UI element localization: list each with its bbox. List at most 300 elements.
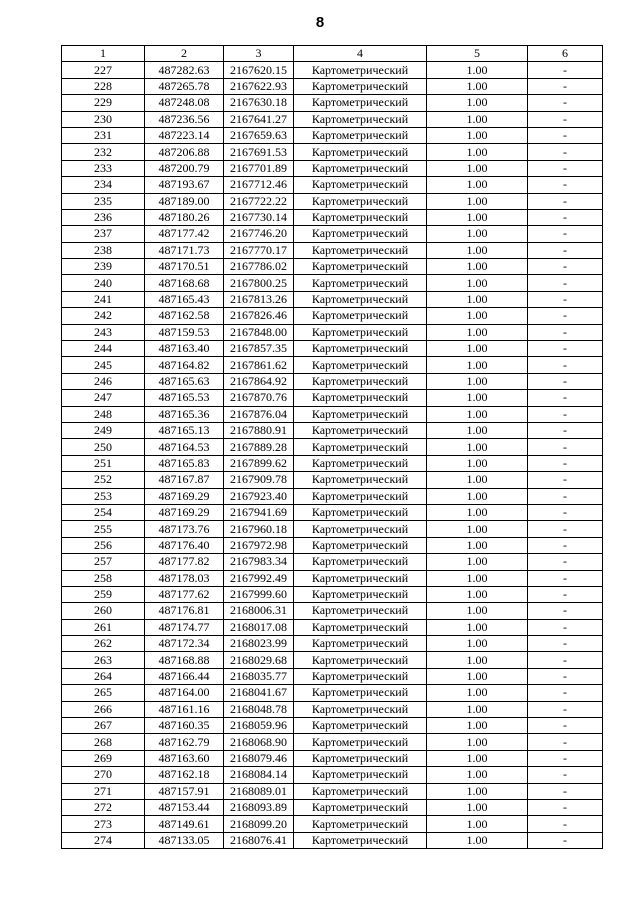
method-cell: Картометрический [294,586,427,602]
note-cell: - [528,668,603,684]
column-header: 6 [528,46,603,62]
accuracy-cell: 1.00 [427,439,528,455]
accuracy-cell: 1.00 [427,95,528,111]
note-cell: - [528,111,603,127]
point-number-cell: 229 [62,95,145,111]
table-row [62,832,603,848]
method-cell: Картометрический [294,341,427,357]
table-row [62,767,603,783]
accuracy-cell: 1.00 [427,668,528,684]
table-row [62,291,603,307]
x-coordinate-cell: 487169.29 [145,488,224,504]
accuracy-cell: 1.00 [427,734,528,750]
point-number-cell: 251 [62,455,145,471]
method-cell: Картометрический [294,242,427,258]
accuracy-cell: 1.00 [427,586,528,602]
table-row [62,783,603,799]
note-cell: - [528,554,603,570]
method-cell: Картометрический [294,324,427,340]
point-number-cell: 262 [62,636,145,652]
x-coordinate-cell: 487193.67 [145,177,224,193]
note-cell: - [528,718,603,734]
x-coordinate-cell: 487173.76 [145,521,224,537]
x-coordinate-cell: 487223.14 [145,127,224,143]
point-number-cell: 264 [62,668,145,684]
accuracy-cell: 1.00 [427,127,528,143]
accuracy-cell: 1.00 [427,619,528,635]
y-coordinate-cell: 2168084.14 [224,767,294,783]
x-coordinate-cell: 487165.36 [145,406,224,422]
method-cell: Картометрический [294,439,427,455]
point-number-cell: 244 [62,341,145,357]
y-coordinate-cell: 2167983.34 [224,554,294,570]
note-cell: - [528,357,603,373]
accuracy-cell: 1.00 [427,111,528,127]
accuracy-cell: 1.00 [427,308,528,324]
method-cell: Картометрический [294,62,427,78]
method-cell: Картометрический [294,783,427,799]
point-number-cell: 240 [62,275,145,291]
x-coordinate-cell: 487165.13 [145,422,224,438]
method-cell: Картометрический [294,521,427,537]
table-row [62,226,603,242]
x-coordinate-cell: 487153.44 [145,799,224,815]
table-row [62,95,603,111]
table-row [62,390,603,406]
point-number-cell: 256 [62,537,145,553]
y-coordinate-cell: 2168059.96 [224,718,294,734]
y-coordinate-cell: 2167659.63 [224,127,294,143]
accuracy-cell: 1.00 [427,652,528,668]
note-cell: - [528,308,603,324]
method-cell: Картометрический [294,275,427,291]
y-coordinate-cell: 2168068.90 [224,734,294,750]
x-coordinate-cell: 487165.63 [145,373,224,389]
accuracy-cell: 1.00 [427,242,528,258]
accuracy-cell: 1.00 [427,259,528,275]
point-number-cell: 233 [62,160,145,176]
accuracy-cell: 1.00 [427,718,528,734]
table-row [62,422,603,438]
table-row [62,718,603,734]
y-coordinate-cell: 2168089.01 [224,783,294,799]
x-coordinate-cell: 487172.34 [145,636,224,652]
y-coordinate-cell: 2167701.89 [224,160,294,176]
note-cell: - [528,193,603,209]
x-coordinate-cell: 487164.53 [145,439,224,455]
x-coordinate-cell: 487161.16 [145,701,224,717]
accuracy-cell: 1.00 [427,144,528,160]
point-number-cell: 252 [62,472,145,488]
x-coordinate-cell: 487162.58 [145,308,224,324]
note-cell: - [528,390,603,406]
x-coordinate-cell: 487160.35 [145,718,224,734]
table-row [62,668,603,684]
x-coordinate-cell: 487236.56 [145,111,224,127]
column-header: 1 [62,46,145,62]
note-cell: - [528,767,603,783]
method-cell: Картометрический [294,668,427,684]
x-coordinate-cell: 487176.40 [145,537,224,553]
table-row [62,308,603,324]
note-cell: - [528,275,603,291]
y-coordinate-cell: 2167641.27 [224,111,294,127]
method-cell: Картометрический [294,78,427,94]
method-cell: Картометрический [294,799,427,815]
point-number-cell: 228 [62,78,145,94]
point-number-cell: 248 [62,406,145,422]
point-number-cell: 245 [62,357,145,373]
x-coordinate-cell: 487170.51 [145,259,224,275]
x-coordinate-cell: 487200.79 [145,160,224,176]
table-row [62,701,603,717]
y-coordinate-cell: 2168093.89 [224,799,294,815]
point-number-cell: 238 [62,242,145,258]
y-coordinate-cell: 2167870.76 [224,390,294,406]
x-coordinate-cell: 487165.83 [145,455,224,471]
accuracy-cell: 1.00 [427,767,528,783]
x-coordinate-cell: 487167.87 [145,472,224,488]
accuracy-cell: 1.00 [427,701,528,717]
note-cell: - [528,488,603,504]
accuracy-cell: 1.00 [427,193,528,209]
y-coordinate-cell: 2167770.17 [224,242,294,258]
table-row [62,554,603,570]
note-cell: - [528,455,603,471]
y-coordinate-cell: 2167889.28 [224,439,294,455]
y-coordinate-cell: 2168076.41 [224,832,294,848]
x-coordinate-cell: 487248.08 [145,95,224,111]
y-coordinate-cell: 2168048.78 [224,701,294,717]
method-cell: Картометрический [294,636,427,652]
table-row [62,488,603,504]
note-cell: - [528,439,603,455]
y-coordinate-cell: 2167800.25 [224,275,294,291]
table-row [62,439,603,455]
point-number-cell: 250 [62,439,145,455]
x-coordinate-cell: 487163.40 [145,341,224,357]
point-number-cell: 272 [62,799,145,815]
accuracy-cell: 1.00 [427,521,528,537]
table-header-row [62,46,603,62]
method-cell: Картометрический [294,701,427,717]
y-coordinate-cell: 2167941.69 [224,504,294,520]
method-cell: Картометрический [294,308,427,324]
method-cell: Картометрический [294,144,427,160]
y-coordinate-cell: 2167960.18 [224,521,294,537]
method-cell: Картометрический [294,259,427,275]
accuracy-cell: 1.00 [427,373,528,389]
y-coordinate-cell: 2167691.53 [224,144,294,160]
column-header: 5 [427,46,528,62]
table-row [62,324,603,340]
x-coordinate-cell: 487174.77 [145,619,224,635]
table-row [62,259,603,275]
x-coordinate-cell: 487166.44 [145,668,224,684]
note-cell: - [528,144,603,160]
note-cell: - [528,127,603,143]
y-coordinate-cell: 2168029.68 [224,652,294,668]
point-number-cell: 268 [62,734,145,750]
note-cell: - [528,341,603,357]
y-coordinate-cell: 2167876.04 [224,406,294,422]
method-cell: Картометрический [294,652,427,668]
x-coordinate-cell: 487178.03 [145,570,224,586]
note-cell: - [528,685,603,701]
point-number-cell: 267 [62,718,145,734]
note-cell: - [528,619,603,635]
table-row [62,586,603,602]
method-cell: Картометрический [294,373,427,389]
table-row [62,816,603,832]
x-coordinate-cell: 487157.91 [145,783,224,799]
method-cell: Картометрический [294,619,427,635]
y-coordinate-cell: 2167630.18 [224,95,294,111]
point-number-cell: 254 [62,504,145,520]
x-coordinate-cell: 487171.73 [145,242,224,258]
method-cell: Картометрический [294,750,427,766]
y-coordinate-cell: 2167826.46 [224,308,294,324]
note-cell: - [528,816,603,832]
y-coordinate-cell: 2167864.92 [224,373,294,389]
x-coordinate-cell: 487265.78 [145,78,224,94]
method-cell: Картометрический [294,472,427,488]
accuracy-cell: 1.00 [427,209,528,225]
accuracy-cell: 1.00 [427,160,528,176]
accuracy-cell: 1.00 [427,357,528,373]
method-cell: Картометрический [294,767,427,783]
table-body [62,62,603,849]
method-cell: Картометрический [294,504,427,520]
y-coordinate-cell: 2167861.62 [224,357,294,373]
y-coordinate-cell: 2168017.08 [224,619,294,635]
method-cell: Картометрический [294,357,427,373]
table-row [62,160,603,176]
point-number-cell: 227 [62,62,145,78]
table-row [62,406,603,422]
table-row [62,685,603,701]
table-row [62,62,603,78]
accuracy-cell: 1.00 [427,275,528,291]
note-cell: - [528,734,603,750]
note-cell: - [528,406,603,422]
y-coordinate-cell: 2167999.60 [224,586,294,602]
table-row [62,619,603,635]
point-number-cell: 259 [62,586,145,602]
method-cell: Картометрический [294,816,427,832]
accuracy-cell: 1.00 [427,341,528,357]
x-coordinate-cell: 487149.61 [145,816,224,832]
note-cell: - [528,783,603,799]
table-row [62,341,603,357]
point-number-cell: 271 [62,783,145,799]
x-coordinate-cell: 487162.79 [145,734,224,750]
x-coordinate-cell: 487282.63 [145,62,224,78]
point-number-cell: 263 [62,652,145,668]
x-coordinate-cell: 487164.82 [145,357,224,373]
accuracy-cell: 1.00 [427,406,528,422]
y-coordinate-cell: 2167848.00 [224,324,294,340]
table-row [62,521,603,537]
accuracy-cell: 1.00 [427,472,528,488]
table-row [62,177,603,193]
table-row [62,242,603,258]
table-row [62,636,603,652]
point-number-cell: 242 [62,308,145,324]
note-cell: - [528,242,603,258]
y-coordinate-cell: 2167622.93 [224,78,294,94]
accuracy-cell: 1.00 [427,62,528,78]
point-number-cell: 237 [62,226,145,242]
point-number-cell: 247 [62,390,145,406]
column-header: 2 [145,46,224,62]
note-cell: - [528,62,603,78]
method-cell: Картометрический [294,193,427,209]
note-cell: - [528,750,603,766]
x-coordinate-cell: 487163.60 [145,750,224,766]
table-row [62,570,603,586]
point-number-cell: 236 [62,209,145,225]
point-number-cell: 261 [62,619,145,635]
y-coordinate-cell: 2168099.20 [224,816,294,832]
point-number-cell: 234 [62,177,145,193]
x-coordinate-cell: 487162.18 [145,767,224,783]
accuracy-cell: 1.00 [427,783,528,799]
y-coordinate-cell: 2167899.62 [224,455,294,471]
note-cell: - [528,586,603,602]
point-number-cell: 232 [62,144,145,160]
y-coordinate-cell: 2168041.67 [224,685,294,701]
table-row [62,537,603,553]
method-cell: Картометрический [294,127,427,143]
note-cell: - [528,78,603,94]
y-coordinate-cell: 2167730.14 [224,209,294,225]
x-coordinate-cell: 487165.53 [145,390,224,406]
method-cell: Картометрический [294,554,427,570]
method-cell: Картометрический [294,390,427,406]
table-row [62,455,603,471]
x-coordinate-cell: 487164.00 [145,685,224,701]
x-coordinate-cell: 487165.43 [145,291,224,307]
y-coordinate-cell: 2167746.20 [224,226,294,242]
point-number-cell: 230 [62,111,145,127]
x-coordinate-cell: 487168.68 [145,275,224,291]
y-coordinate-cell: 2167992.49 [224,570,294,586]
table-row [62,603,603,619]
accuracy-cell: 1.00 [427,177,528,193]
method-cell: Картометрический [294,603,427,619]
y-coordinate-cell: 2167857.35 [224,341,294,357]
method-cell: Картометрический [294,406,427,422]
point-number-cell: 235 [62,193,145,209]
column-header: 3 [224,46,294,62]
table-row [62,127,603,143]
note-cell: - [528,209,603,225]
point-number-cell: 246 [62,373,145,389]
x-coordinate-cell: 487133.05 [145,832,224,848]
accuracy-cell: 1.00 [427,799,528,815]
y-coordinate-cell: 2168035.77 [224,668,294,684]
accuracy-cell: 1.00 [427,390,528,406]
note-cell: - [528,324,603,340]
method-cell: Картометрический [294,226,427,242]
method-cell: Картометрический [294,537,427,553]
accuracy-cell: 1.00 [427,504,528,520]
accuracy-cell: 1.00 [427,488,528,504]
accuracy-cell: 1.00 [427,816,528,832]
table-row [62,799,603,815]
x-coordinate-cell: 487177.82 [145,554,224,570]
accuracy-cell: 1.00 [427,291,528,307]
table-row [62,193,603,209]
method-cell: Картометрический [294,488,427,504]
method-cell: Картометрический [294,177,427,193]
y-coordinate-cell: 2167722.22 [224,193,294,209]
method-cell: Картометрический [294,455,427,471]
y-coordinate-cell: 2168006.31 [224,603,294,619]
method-cell: Картометрический [294,718,427,734]
accuracy-cell: 1.00 [427,78,528,94]
note-cell: - [528,472,603,488]
point-number-cell: 253 [62,488,145,504]
column-header: 4 [294,46,427,62]
point-number-cell: 269 [62,750,145,766]
table-row [62,750,603,766]
y-coordinate-cell: 2167972.98 [224,537,294,553]
table-row [62,652,603,668]
method-cell: Картометрический [294,95,427,111]
table-row [62,144,603,160]
point-number-cell: 239 [62,259,145,275]
point-number-cell: 274 [62,832,145,848]
y-coordinate-cell: 2167880.91 [224,422,294,438]
note-cell: - [528,373,603,389]
table-row [62,275,603,291]
table-row [62,111,603,127]
point-number-cell: 260 [62,603,145,619]
y-coordinate-cell: 2167786.02 [224,259,294,275]
x-coordinate-cell: 487168.88 [145,652,224,668]
method-cell: Картометрический [294,111,427,127]
method-cell: Картометрический [294,570,427,586]
note-cell: - [528,570,603,586]
accuracy-cell: 1.00 [427,570,528,586]
note-cell: - [528,226,603,242]
accuracy-cell: 1.00 [427,226,528,242]
x-coordinate-cell: 487180.26 [145,209,224,225]
accuracy-cell: 1.00 [427,324,528,340]
table-row [62,78,603,94]
point-number-cell: 265 [62,685,145,701]
note-cell: - [528,832,603,848]
method-cell: Картометрический [294,832,427,848]
accuracy-cell: 1.00 [427,422,528,438]
point-number-cell: 255 [62,521,145,537]
accuracy-cell: 1.00 [427,455,528,471]
point-number-cell: 258 [62,570,145,586]
x-coordinate-cell: 487189.00 [145,193,224,209]
point-number-cell: 270 [62,767,145,783]
table-row [62,734,603,750]
x-coordinate-cell: 487169.29 [145,504,224,520]
point-number-cell: 257 [62,554,145,570]
y-coordinate-cell: 2168023.99 [224,636,294,652]
method-cell: Картометрический [294,734,427,750]
y-coordinate-cell: 2168079.46 [224,750,294,766]
note-cell: - [528,799,603,815]
method-cell: Картометрический [294,209,427,225]
table-row [62,504,603,520]
